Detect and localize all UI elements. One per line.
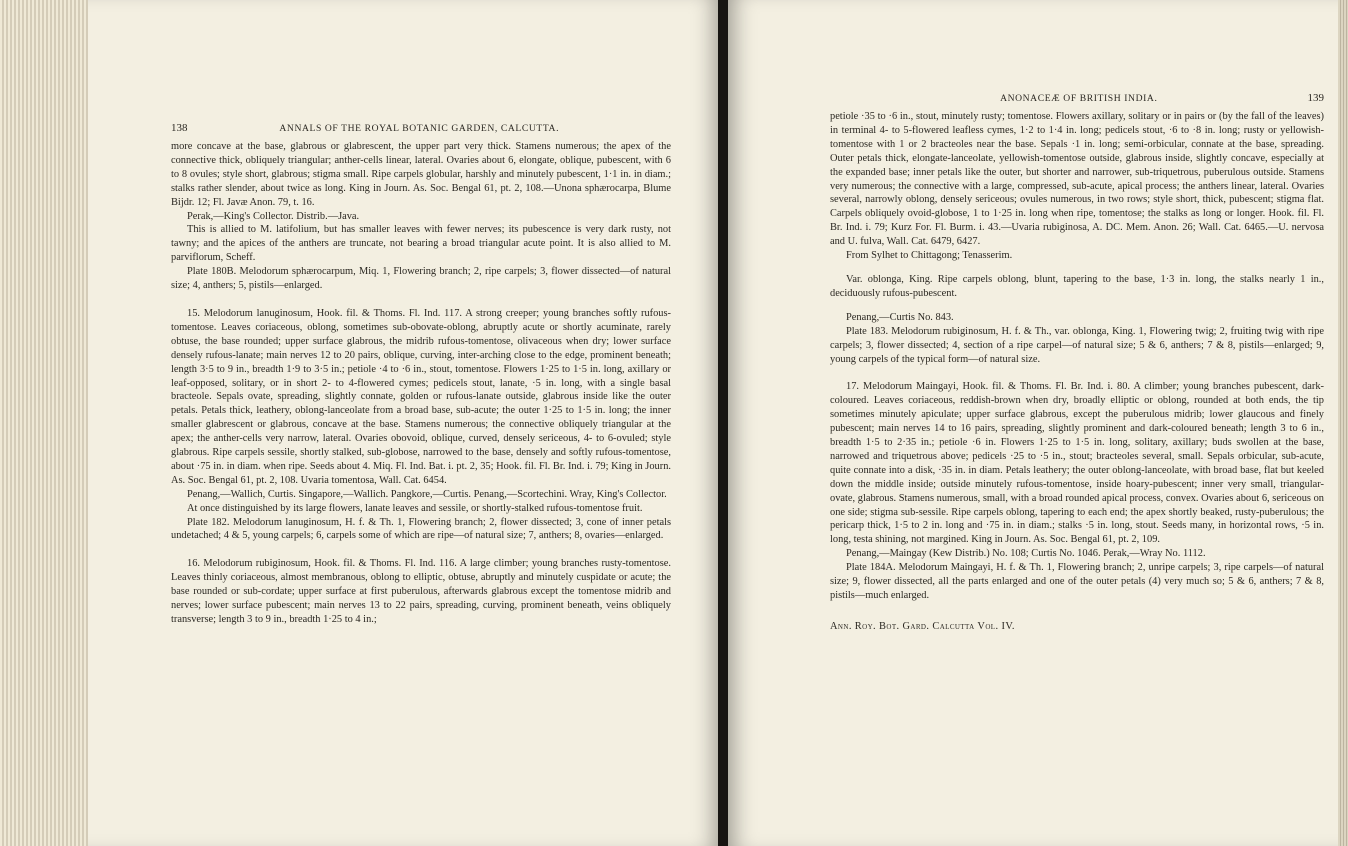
paragraph: petiole ·35 to ·6 in., stout, minutely rusty; tomentose. Flowers axillary, solitary or in pairs or (by the fall of the leaves) in terminal 4- to 5-flowered leafless cymes, 1·2 to 1·4 in. long; pedicels stout, ·6 to ·8 in. long; rusty or yellowish-tomentose with 1 or 2 bracteoles near the base. Sepals ·1 in. long; semi-orbicular, connate at the base, spreading. Outer petals thick, elongate-lanceolate, yellowish-tomentose outside, glabrous inside, slightly concave, especially at the expanded base; inner petals like the outer, but shorter and narrower, sub-triquetrous, puberulous outside. Stamens very numerous; the connective with a large, compressed, sub-acute, apical process; the anthers linear, lateral. Ovaries several, narrowly oblong, densely sericeous; ovules numerous, in two rows; style short, thick, pubescent; stigma flat. Carpels obliquely ovoid-globose, 1 to 1·25 in. long when ripe, tomentose; the stalks as long or longer. Hook. fil. Fl. Br. Ind. i. 79; Kurz For. Fl. Burm. i. 43.—Uvaria rubiginosa, A. DC. Mem. Anon. 26; Wall. Cat. 6465.—U. nervosa and U. fulva, Wall. Cat. 6479, 6427. [830, 111, 1324, 248]
right-page-content [830, 92, 1324, 632]
plate-caption: Plate 180B. Melodorum sphærocarpum, Miq. 1, Flowering branch; 2, ripe carpels; 3, flower dissected—of natural size; 4, anthers; 5, pistils—enlarged. [171, 266, 671, 292]
paragraph: Penang,—Curtis No. 843. [846, 311, 954, 323]
plate-caption: Plate 182. Melodorum lanuginosum, H. f. & Th. 1, Flowering branch; 2, flower dissected; 3, cone of inner petals undetached; 4 & 5, young carpels; 6, carpels some of which are ripe—of natural size; 7, anthers; 8, ovaries—enlarged. [171, 516, 671, 542]
plate-caption: Plate 183. Melodorum rubiginosum, H. f. & Th., var. oblonga, King. 1, Flowering twig; 2, fruiting twig with ripe carpels; 3, flower dissected; 4, section of a ripe carpel—of natural size; 5 & 6, anthers; 7 & 8, pistils—enlarged; 9, young carpels of the typical form—of natural size. [830, 325, 1324, 365]
variety-entry: Var. oblonga, King. Ripe carpels oblong, blunt, tapering to the base, 1·3 in. long, the stalks nearly 1 in., deciduously rufous-pubescent. [830, 273, 1324, 299]
left-page [88, 0, 720, 846]
page-footer: Ann. Roy. Bot. Gard. Calcutta Vol. IV. [830, 620, 1015, 632]
paragraph: Penang,—Maingay (Kew Distrib.) No. 108; Curtis No. 1046. Perak,—Wray No. 1112. [846, 548, 1206, 560]
plate-caption: Plate 184A. Melodorum Maingayi, H. f. & Th. 1, Flowering branch; 2, unripe carpels; 3, ripe carpels—of natural size; 9, flower dissected, all the parts enlarged and one of the outer petals (4) very much so; 5 & 6, anthers; 7 & 8, pistils—much enlarged. [830, 562, 1324, 601]
paragraph: more concave at the base, glabrous or glabrescent, the upper part very thick. Stamens numerous; the apex of the connective thick, obliquely triangular; anther-cells linear, lateral. Ovaries about 6, elongate, oblique, pubescent, with 6 to 8 ovules; style short, glabrous; stigma small. Ripe carpels globular, harshly and minutely pubescent, 1·1 in. in diam.; stalks rather slender, about twice as long. King in Journ. As. Soc. Bengal 61, pt. 2, 108.—Unona sphærocarpa, Blume Bijdr. 12; Fl. Javæ Anon. 79, t. 16. [171, 141, 671, 208]
paragraph: Perak,—King's Collector. Distrib.—Java. [187, 210, 360, 222]
right-running-head [830, 92, 1324, 106]
left-page-number: 138 [171, 122, 188, 134]
page-edges-right [1338, 0, 1348, 846]
right-page-number: 139 [1307, 92, 1324, 104]
paragraph: This is allied to M. latifolium, but has smaller leaves with fewer nerves; its pubescence is very dark rusty, not tawny; and the apices of the anthers are truncate, not bearing a broad triangular acute point. It is also allied to M. parviflorum, Scheff. [171, 224, 671, 264]
right-page [728, 0, 1340, 846]
species-entry: 16. Melodorum rubiginosum, Hook. fil. & Thoms. Fl. Ind. 116. A large climber; young branches rusty-tomentose. Leaves thinly coriaceous, almost membranous, oblong to elliptic, obtuse, abruptly and minutely cuspidate or acute; the base rounded or sub-cordate; upper surface at first puberulous, afterwards glabrous except the tomentose midrib and nerves; lower surface pubescent; main nerves 13 to 22 pairs, spreading, curving, prominent beneath, veins obliquely transverse; length 3 to 9 in., breadth 1·25 to 4 in.; [171, 558, 671, 625]
left-page-content [171, 122, 671, 627]
page-edges-left [0, 0, 90, 846]
left-running-head [171, 122, 671, 136]
species-entry: 17. Melodorum Maingayi, Hook. fil. & Thoms. Fl. Br. Ind. i. 80. A climber; young branches pubescent, dark-coloured. Leaves coriaceous, reddish-brown when dry, broadly elliptic or oblong, rounded at both ends, the tip sometimes minutely apiculate; upper surface glabrous, except the puberulous midrib; lower glaucous and finely pubescent; main nerves 14 to 16 pairs, spreading, slightly prominent and dark-coloured beneath; length 3 to 6 in., breadth 1·5 to 2·35 in.; petiole ·6 in. Flowers 1·25 to 1·5 in. long, solitary, axillary; buds swollen at the base, narrowed and triquetrous above; pedicels ·25 to ·5 in., stout; bracteoles several, small. Sepals orbicular, sub-acute, quite connate into a disk, ·35 in. in diam. Petals leathery; the outer oblong-lanceolate, with broad base, flat but keeled down the middle inside; outside minutely rufous-tomentose, inside hoary-pubescent; inner very small, triangular-ovate, glabrous. Stamens numerous, small, with a broad rounded apical process, convex. Ovaries about 6, sericeous on one side; stigma sub-sessile. Ripe carpels oblong, tapering to each end; the apex shortly beaked, rusty-puberulous; the pericarp thick, 1·5 to 2 in. long and ·75 in. in diam.; stalks ·5 in. long, stout. Seeds many, in horizontal rows, ·5 in. long, testa shining, not margined. King in Journ. As. Soc. Bengal 61, pt. 2, 109. [830, 381, 1324, 546]
species-entry: 15. Melodorum lanuginosum, Hook. fil. & Thoms. Fl. Ind. 117. A strong creeper; young branches softly rufous-tomentose. Leaves coriaceous, oblong, sometimes sub-obovate-oblong, abruptly acute or shortly acuminate, rarely obtuse, the base rounded; upper surface glabrous, the midrib rufous-tomentose, olivaceous when dry; lower surface densely rufous-lanate; main nerves 12 to 20 pairs, oblique, curving, inter-arching close to the edge, prominent beneath; length 3·5 to 9 in., breadth 1·9 to 3·5 in.; petiole ·4 to ·6 in., stout, tomentose. Flowers 1·25 to 1·5 in. long, axillary or leaf-opposed, solitary, or in short 2- to 4-flowered cymes; pedicels stout, lanate, ·5 in. long, with a single basal bracteole. Sepals ovate, spreading, slightly connate, golden or rufous-lanate outside, glabrous inside like the outer petals. Petals thick, leathery, oblong-lanceolate from a broad base, sub-acute; the outer 1·25 to 1·5 in. long; the inner smaller glabrescent or glabrous, concave at the base. Stamens numerous; the connective obliquely triangular at the apex; the anther-cells very narrow, lateral. Ovaries obovoid, oblique, curved, densely sericeous, 4- to 6-ovuled; style glabrous. Ripe carpels sessile, shortly stalked, sub-globose, narrowed to the base, densely and softly rufous-tomentose, about ·75 in. in diam. when ripe. Seeds about 4. Miq. Fl. Ind. Bat. i. pt. 2, 35; Hook. fil. Fl. Br. Ind. i. 79; King in Journ. As. Soc. Bengal 61, pt. 2, 108. Uvaria tomentosa, Wall. Cat. 6454. [171, 307, 671, 486]
paragraph: From Sylhet to Chittagong; Tenasserim. [846, 250, 1013, 262]
right-running-title: ANONACEÆ OF BRITISH INDIA. [1000, 93, 1158, 104]
paragraph: Penang,—Wallich, Curtis. Singapore,—Wallich. Pangkore,—Curtis. Penang,—Scortechini. Wray, King's Collector. [187, 488, 667, 500]
paragraph: At once distinguished by its large flowers, lanate leaves and sessile, or shortly-stalked rufous-tomentose fruit. [187, 502, 643, 514]
left-running-title: ANNALS OF THE ROYAL BOTANIC GARDEN, CALCUTTA. [279, 123, 560, 134]
